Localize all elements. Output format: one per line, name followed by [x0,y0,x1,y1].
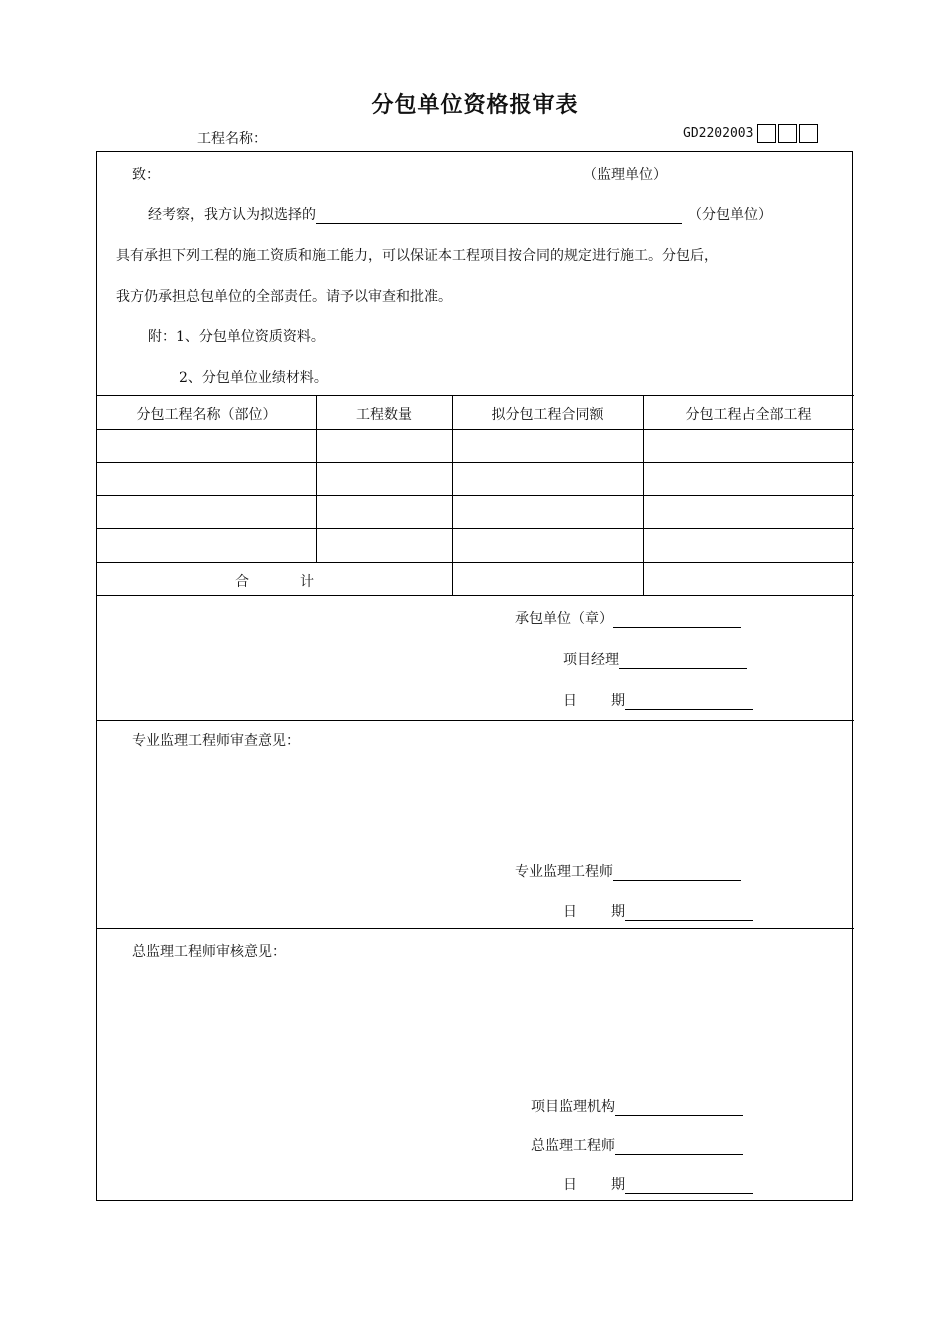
header-percentage: 分包工程占全部工程 [685,407,812,423]
divider [97,495,854,496]
form-code [683,124,818,143]
supervisor-unit-label: （监理单位） [583,167,667,183]
code-box-1[interactable] [757,124,776,143]
divider [97,720,854,721]
specialist-engineer-row [515,861,741,881]
form-frame [96,151,853,1201]
supervision-org-field[interactable] [615,1101,743,1116]
form-code-number: GD2202003 [683,126,754,141]
contractor-date-field[interactable] [625,695,753,710]
divider [97,528,854,529]
date-label-2: 期 [611,1177,625,1193]
contractor-unit-label: 承包单位（章） [515,611,613,627]
total-label-1: 合 [235,574,249,590]
to-label: 致： [132,167,160,183]
project-name-label: 工程名称： [197,131,267,147]
divider [97,562,854,563]
divider [97,429,854,430]
divider [97,395,854,396]
specialist-opinion-label: 专业监理工程师审查意见： [132,733,300,749]
letter-line-2: 具有承担下列工程的施工资质和施工能力，可以保证本工程项目按合同的规定进行施工。分包后， [116,248,718,264]
contractor-unit-row [515,608,741,628]
date-label-2: 期 [611,693,625,709]
specialist-engineer-label: 专业监理工程师 [515,864,613,880]
date-label-1: 日 [563,1177,577,1193]
chief-engineer-field[interactable] [615,1140,743,1155]
project-manager-row [563,649,747,669]
subcontractor-name-field[interactable] [316,209,682,224]
project-manager-label: 项目经理 [563,652,619,668]
letter-line-3: 我方仍承担总包单位的全部责任。请予以审查和批准。 [116,289,452,305]
specialist-date-field[interactable] [625,906,753,921]
divider [97,462,854,463]
supervision-org-label: 项目监理机构 [531,1099,615,1115]
letter-line-1-suffix: （分包单位） [688,207,772,223]
contractor-date-row [563,690,753,710]
page-title: 分包单位资格报审表 [371,93,579,118]
date-label-2: 期 [611,904,625,920]
total-label-2: 计 [300,574,314,590]
divider [97,928,854,929]
chief-engineer-row [531,1135,743,1155]
attachment-2: 2、分包单位业绩材料。 [179,370,328,386]
contractor-unit-field[interactable] [613,613,741,628]
specialist-engineer-field[interactable] [613,866,741,881]
code-box-3[interactable] [799,124,818,143]
chief-opinion-label: 总监理工程师审核意见： [132,944,286,960]
letter-line-1 [148,204,772,224]
date-label-1: 日 [563,904,577,920]
supervision-org-row [531,1096,743,1116]
date-label-1: 日 [563,693,577,709]
header-subcontract-name: 分包工程名称（部位） [136,407,277,423]
chief-engineer-label: 总监理工程师 [531,1138,615,1154]
specialist-date-row [563,901,753,921]
chief-date-row [563,1174,753,1194]
divider [97,595,854,596]
divider [452,395,453,595]
letter-line-1-prefix: 经考察，我方认为拟选择的 [148,207,316,223]
chief-date-field[interactable] [625,1179,753,1194]
project-manager-field[interactable] [619,654,747,669]
header-contract-amount: 拟分包工程合同额 [491,407,604,423]
header-quantity: 工程数量 [356,407,412,423]
divider [643,395,644,595]
code-box-2[interactable] [778,124,797,143]
attachment-1: 附：1、分包单位资质资料。 [148,329,325,345]
